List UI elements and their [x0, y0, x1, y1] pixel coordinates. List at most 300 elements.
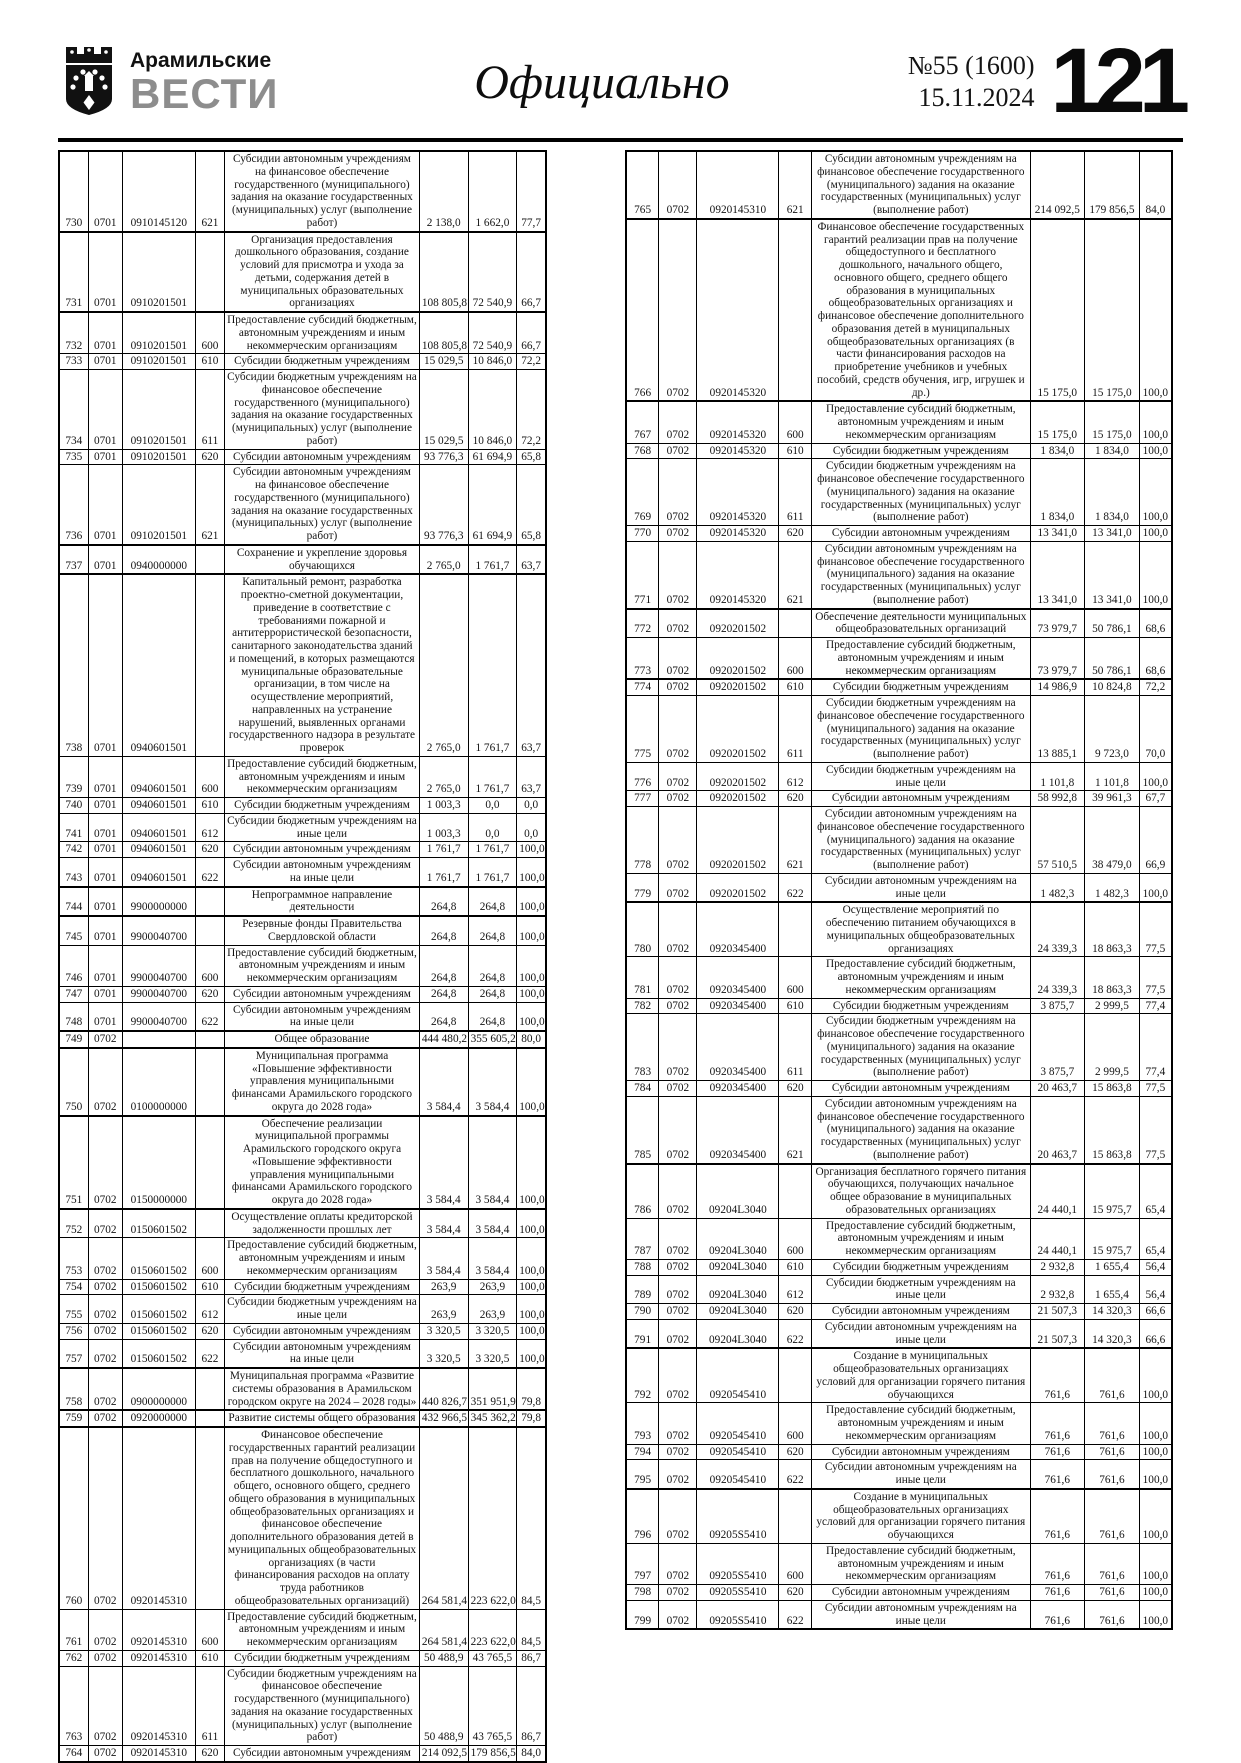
planned-amount: 264,8	[419, 986, 468, 1002]
section-code: 0702	[659, 638, 697, 680]
executed-amount: 14 320,3	[1085, 1319, 1140, 1348]
section-code: 0702	[88, 1666, 122, 1746]
row-number: 756	[59, 1323, 88, 1339]
planned-amount: 2 765,0	[419, 574, 468, 756]
percent-executed: 68,6	[1139, 638, 1172, 680]
planned-amount: 263,9	[419, 1279, 468, 1295]
planned-amount: 93 776,3	[419, 449, 468, 465]
kbk-code: 0920145320	[697, 401, 779, 443]
expense-name: Субсидии автономным учреждениям	[812, 526, 1030, 542]
expense-name: Субсидии бюджетным учреждениям	[812, 998, 1030, 1014]
table-row	[626, 762, 1172, 791]
table-row	[626, 526, 1172, 542]
percent-executed: 100,0	[1139, 443, 1172, 459]
expense-type-code	[779, 609, 812, 638]
table-row	[59, 945, 546, 986]
table-row	[626, 873, 1172, 902]
expense-type-code: 622	[779, 1319, 812, 1348]
planned-amount: 761,6	[1030, 1600, 1085, 1629]
kbk-code: 09204L3040	[697, 1259, 779, 1275]
planned-amount: 73 979,7	[1030, 638, 1085, 680]
expense-name: Субсидии автономным учреждениям на иные цели	[812, 1460, 1030, 1489]
table-row	[59, 1002, 546, 1031]
table-row	[626, 1600, 1172, 1629]
section-code: 0701	[88, 842, 122, 858]
planned-amount: 24 339,3	[1030, 957, 1085, 998]
percent-executed: 100,0	[1139, 1403, 1172, 1444]
percent-executed: 77,4	[1139, 1014, 1172, 1081]
row-number: 767	[626, 401, 659, 443]
expense-type-code	[195, 1209, 224, 1238]
section-code: 0702	[88, 1279, 122, 1295]
percent-executed: 100,0	[1139, 1348, 1172, 1403]
executed-amount: 13 341,0	[1085, 541, 1140, 608]
expense-type-code: 600	[195, 756, 224, 797]
expense-name: Организация бесплатного горячего питания обучающихся, получающих начальное общее образование в муниципальных образовательных организациях	[812, 1164, 1030, 1219]
executed-amount: 263,9	[468, 1295, 517, 1324]
row-number: 744	[59, 887, 88, 917]
row-number: 737	[59, 545, 88, 575]
section-code: 0701	[88, 756, 122, 797]
table-row	[626, 151, 1172, 219]
planned-amount: 2 765,0	[419, 545, 468, 575]
planned-amount: 24 440,1	[1030, 1218, 1085, 1259]
planned-amount: 2 932,8	[1030, 1259, 1085, 1275]
expense-name: Субсидии бюджетным учреждениям	[225, 354, 420, 370]
masthead	[58, 30, 1183, 133]
executed-amount: 264,8	[468, 1002, 517, 1031]
table-row	[626, 1403, 1172, 1444]
row-number: 787	[626, 1218, 659, 1259]
planned-amount: 3 584,4	[419, 1048, 468, 1116]
expense-type-code: 600	[195, 1238, 224, 1279]
expense-name: Развитие системы общего образования	[225, 1410, 420, 1427]
issue-block	[908, 50, 1035, 115]
expense-type-code: 610	[195, 798, 224, 814]
section-code: 0702	[659, 401, 697, 443]
row-number: 768	[626, 443, 659, 459]
planned-amount: 440 826,7	[419, 1368, 468, 1410]
expense-name: Сохранение и укрепление здоровья обучающихся	[225, 545, 420, 575]
kbk-code: 09205S5410	[697, 1543, 779, 1584]
executed-amount: 38 479,0	[1085, 807, 1140, 874]
table-row	[59, 1410, 546, 1427]
kbk-code: 0920145320	[697, 459, 779, 526]
executed-amount: 3 584,4	[468, 1209, 517, 1238]
planned-amount: 108 805,8	[419, 312, 468, 354]
planned-amount: 93 776,3	[419, 465, 468, 545]
expense-name: Субсидии автономным учреждениям на иные цели	[812, 1600, 1030, 1629]
kbk-code: 0920201502	[697, 873, 779, 902]
table-row	[59, 1427, 546, 1609]
section-code: 0702	[659, 1600, 697, 1629]
executed-amount: 761,6	[1085, 1460, 1140, 1489]
section-code: 0701	[88, 916, 122, 945]
kbk-code: 0940000000	[122, 545, 195, 575]
row-number: 773	[626, 638, 659, 680]
kbk-code: 0150601502	[122, 1238, 195, 1279]
kbk-code: 0920201502	[697, 807, 779, 874]
table-row	[59, 916, 546, 945]
expense-name: Осуществление оплаты кредиторской задолженности прошлых лет	[225, 1209, 420, 1238]
expense-type-code: 622	[779, 1460, 812, 1489]
kbk-code: 09205S5410	[697, 1585, 779, 1601]
row-number: 769	[626, 459, 659, 526]
kbk-code: 0150601502	[122, 1279, 195, 1295]
expense-name: Резервные фонды Правительства Свердловской области	[225, 916, 420, 945]
executed-amount: 761,6	[1085, 1600, 1140, 1629]
expense-type-code: 600	[779, 1403, 812, 1444]
row-number: 739	[59, 756, 88, 797]
row-number: 772	[626, 609, 659, 638]
percent-executed: 100,0	[517, 986, 546, 1002]
section-code: 0701	[88, 798, 122, 814]
row-number: 753	[59, 1238, 88, 1279]
percent-executed: 77,7	[517, 151, 546, 232]
executed-amount: 18 863,3	[1085, 902, 1140, 957]
table-row	[59, 887, 546, 917]
expense-name: Субсидии автономным учреждениям	[812, 1081, 1030, 1097]
executed-amount: 1 834,0	[1085, 443, 1140, 459]
expense-type-code: 600	[779, 638, 812, 680]
kbk-code: 09204L3040	[697, 1304, 779, 1320]
expense-type-code	[195, 232, 224, 313]
row-number: 745	[59, 916, 88, 945]
percent-executed: 65,4	[1139, 1218, 1172, 1259]
row-number: 741	[59, 813, 88, 842]
kbk-code: 0920145310	[122, 1666, 195, 1746]
planned-amount: 24 440,1	[1030, 1164, 1085, 1219]
percent-executed: 100,0	[517, 1048, 546, 1116]
section-code: 0701	[88, 232, 122, 313]
planned-amount: 15 175,0	[1030, 219, 1085, 402]
section-code: 0702	[659, 696, 697, 763]
table-row	[59, 1048, 546, 1116]
brand-name-bottom: ВЕСТИ	[130, 69, 279, 117]
expense-type-code: 610	[779, 998, 812, 1014]
kbk-code: 0920201502	[697, 696, 779, 763]
table-row	[59, 1368, 546, 1410]
expense-name: Субсидии автономным учреждениям	[225, 1323, 420, 1339]
section-code: 0701	[88, 813, 122, 842]
expense-type-code: 620	[195, 449, 224, 465]
planned-amount: 761,6	[1030, 1543, 1085, 1584]
expense-type-code	[195, 1410, 224, 1427]
percent-executed: 86,7	[517, 1650, 546, 1666]
executed-amount: 3 584,4	[468, 1238, 517, 1279]
section-code: 0702	[659, 541, 697, 608]
expense-type-code	[195, 1368, 224, 1410]
left-column	[58, 150, 547, 1763]
percent-executed: 77,5	[1139, 1096, 1172, 1163]
issue-date: 15.11.2024	[918, 83, 1035, 112]
row-number: 747	[59, 986, 88, 1002]
percent-executed: 66,9	[1139, 807, 1172, 874]
executed-amount: 72 540,9	[468, 232, 517, 313]
percent-executed: 84,5	[517, 1609, 546, 1650]
executed-amount: 223 622,0	[468, 1609, 517, 1650]
expense-name: Субсидии бюджетным учреждениям	[225, 1650, 420, 1666]
kbk-code: 0920345400	[697, 902, 779, 957]
expense-type-code	[195, 545, 224, 575]
expense-name: Предоставление субсидий бюджетным, автономным учреждениям и иным некоммерческим организациям	[225, 756, 420, 797]
expense-type-code	[779, 1164, 812, 1219]
table-row	[626, 1259, 1172, 1275]
expense-name: Субсидии автономным учреждениям на иные цели	[812, 873, 1030, 902]
planned-amount: 263,9	[419, 1295, 468, 1324]
table-row	[59, 312, 546, 354]
expense-type-code: 622	[195, 1339, 224, 1368]
expense-type-code: 620	[779, 1081, 812, 1097]
row-number: 752	[59, 1209, 88, 1238]
kbk-code: 0150601502	[122, 1295, 195, 1324]
executed-amount: 14 320,3	[1085, 1304, 1140, 1320]
percent-executed: 67,7	[1139, 791, 1172, 807]
executed-amount: 2 999,5	[1085, 1014, 1140, 1081]
row-number: 777	[626, 791, 659, 807]
expense-name: Финансовое обеспечение государственных гарантий реализации прав на получение общедоступного и бесплатного дошкольного, начального общего, основного общего, среднего общего образования в муниципальных общеобразовательных организациях и финансовое обеспечение дополнительного образования детей в муниципальных общеобразовательных организациях (в части финансирования расходов на оплату труда работников общеобразовательных организаций)	[225, 1427, 420, 1609]
expense-type-code: 600	[779, 1218, 812, 1259]
expense-name: Субсидии бюджетным учреждениям на иные цели	[812, 1275, 1030, 1304]
planned-amount: 1 482,3	[1030, 873, 1085, 902]
expense-type-code: 622	[779, 873, 812, 902]
section-code: 0701	[88, 986, 122, 1002]
table-row	[59, 449, 546, 465]
executed-amount: 10 846,0	[468, 354, 517, 370]
percent-executed: 65,4	[1139, 1164, 1172, 1219]
row-number: 784	[626, 1081, 659, 1097]
percent-executed: 100,0	[1139, 541, 1172, 608]
table-row	[59, 370, 546, 450]
executed-amount: 1 761,7	[468, 858, 517, 887]
kbk-code: 0920000000	[122, 1410, 195, 1427]
percent-executed: 63,7	[517, 545, 546, 575]
planned-amount: 761,6	[1030, 1348, 1085, 1403]
kbk-code: 0940601501	[122, 813, 195, 842]
executed-amount: 351 951,9	[468, 1368, 517, 1410]
percent-executed: 100,0	[517, 1279, 546, 1295]
kbk-code: 0910145120	[122, 151, 195, 232]
expense-name: Организация предоставления дошкольного образования, создание условий для присмотра и ухода за детьми, содержания детей в муниципальных образовательных организациях	[225, 232, 420, 313]
executed-amount: 3 320,5	[468, 1323, 517, 1339]
row-number: 731	[59, 232, 88, 313]
planned-amount: 761,6	[1030, 1585, 1085, 1601]
table-row	[59, 232, 546, 313]
executed-amount: 15 863,8	[1085, 1096, 1140, 1163]
expense-name: Субсидии автономным учреждениям	[225, 449, 420, 465]
expense-type-code: 620	[779, 791, 812, 807]
kbk-code: 0910201501	[122, 449, 195, 465]
table-row	[626, 541, 1172, 608]
row-number: 799	[626, 1600, 659, 1629]
planned-amount: 1 834,0	[1030, 459, 1085, 526]
table-row	[59, 1031, 546, 1048]
row-number: 732	[59, 312, 88, 354]
table-row	[626, 1585, 1172, 1601]
expense-type-code: 620	[195, 1746, 224, 1762]
expense-name: Обеспечение деятельности муниципальных общеобразовательных организаций	[812, 609, 1030, 638]
percent-executed: 100,0	[517, 1339, 546, 1368]
expense-name: Создание в муниципальных общеобразовательных организациях условий для организации горячего питания обучающихся	[812, 1489, 1030, 1544]
row-number: 736	[59, 465, 88, 545]
row-number: 765	[626, 151, 659, 219]
percent-executed: 100,0	[517, 858, 546, 887]
row-number: 782	[626, 998, 659, 1014]
row-number: 766	[626, 219, 659, 402]
row-number: 793	[626, 1403, 659, 1444]
planned-amount: 15 029,5	[419, 370, 468, 450]
kbk-code: 0920545410	[697, 1348, 779, 1403]
expense-name: Субсидии автономным учреждениям	[812, 1585, 1030, 1601]
expense-type-code: 622	[779, 1600, 812, 1629]
section-code: 0702	[659, 1444, 697, 1460]
kbk-code: 0910201501	[122, 312, 195, 354]
executed-amount: 15 175,0	[1085, 401, 1140, 443]
table-row	[59, 986, 546, 1002]
row-number: 783	[626, 1014, 659, 1081]
expense-name: Непрограммное направление деятельности	[225, 887, 420, 917]
percent-executed: 100,0	[1139, 401, 1172, 443]
table-row	[626, 1444, 1172, 1460]
executed-amount: 179 856,5	[1085, 151, 1140, 219]
percent-executed: 65,8	[517, 449, 546, 465]
table-row	[626, 638, 1172, 680]
section-code: 0702	[659, 902, 697, 957]
row-number: 776	[626, 762, 659, 791]
row-number: 755	[59, 1295, 88, 1324]
executed-amount: 761,6	[1085, 1403, 1140, 1444]
row-number: 738	[59, 574, 88, 756]
kbk-code: 09205S5410	[697, 1489, 779, 1544]
section-code: 0702	[659, 1403, 697, 1444]
expense-type-code: 621	[195, 151, 224, 232]
section-code: 0702	[659, 1218, 697, 1259]
expense-name: Предоставление субсидий бюджетным, автономным учреждениям и иным некоммерческим организациям	[225, 1238, 420, 1279]
brand-text	[130, 50, 278, 115]
percent-executed: 100,0	[1139, 1543, 1172, 1584]
expense-type-code: 611	[779, 696, 812, 763]
table-row	[59, 1609, 546, 1650]
percent-executed: 70,0	[1139, 696, 1172, 763]
percent-executed: 79,8	[517, 1410, 546, 1427]
percent-executed: 100,0	[1139, 1600, 1172, 1629]
expense-name: Осуществление мероприятий по обеспечению питанием обучающихся в муниципальных общеобразовательных организациях	[812, 902, 1030, 957]
kbk-code: 0920145320	[697, 219, 779, 402]
expense-type-code: 621	[779, 1096, 812, 1163]
expense-type-code: 620	[195, 986, 224, 1002]
kbk-code: 09204L3040	[697, 1218, 779, 1259]
executed-amount: 1 655,4	[1085, 1259, 1140, 1275]
executed-amount: 264,8	[468, 887, 517, 917]
expense-name: Субсидии автономным учреждениям	[812, 1444, 1030, 1460]
section-code: 0702	[88, 1339, 122, 1368]
row-number: 771	[626, 541, 659, 608]
section-code: 0701	[88, 945, 122, 986]
kbk-code: 0920545410	[697, 1444, 779, 1460]
executed-amount: 13 341,0	[1085, 526, 1140, 542]
budget-table-right	[625, 150, 1173, 1630]
percent-executed: 100,0	[1139, 526, 1172, 542]
expense-type-code: 612	[195, 813, 224, 842]
executed-amount: 264,8	[468, 916, 517, 945]
header-rule	[58, 138, 1183, 142]
planned-amount: 50 488,9	[419, 1666, 468, 1746]
section-code: 0701	[88, 545, 122, 575]
planned-amount: 24 339,3	[1030, 902, 1085, 957]
kbk-code: 0920145320	[697, 526, 779, 542]
expense-name: Субсидии автономным учреждениям на финансовое обеспечение государственного (муниципального) задания на оказание государственных (муниципальных) услуг (выполнение работ)	[812, 1096, 1030, 1163]
planned-amount: 13 885,1	[1030, 696, 1085, 763]
planned-amount: 57 510,5	[1030, 807, 1085, 874]
percent-executed: 80,0	[517, 1031, 546, 1048]
table-row	[626, 1164, 1172, 1219]
expense-type-code: 600	[779, 401, 812, 443]
section-code: 0701	[88, 312, 122, 354]
expense-name: Субсидии автономным учреждениям на финансовое обеспечение государственного (муниципального) задания на оказание государственных (муниципальных) услуг (выполнение работ)	[812, 151, 1030, 219]
planned-amount: 108 805,8	[419, 232, 468, 313]
executed-amount: 1 834,0	[1085, 459, 1140, 526]
planned-amount: 264,8	[419, 916, 468, 945]
percent-executed: 100,0	[517, 887, 546, 917]
section-code: 0702	[659, 526, 697, 542]
row-number: 750	[59, 1048, 88, 1116]
expense-type-code: 600	[195, 945, 224, 986]
section-code: 0702	[659, 1275, 697, 1304]
kbk-code: 0920201502	[697, 762, 779, 791]
executed-amount: 761,6	[1085, 1489, 1140, 1544]
expense-type-code: 621	[779, 151, 812, 219]
executed-amount: 1 482,3	[1085, 873, 1140, 902]
table-row	[626, 807, 1172, 874]
percent-executed: 0,0	[517, 813, 546, 842]
expense-name: Субсидии бюджетным учреждениям на финансовое обеспечение государственного (муниципального) задания на оказание государственных (муниципальных) услуг (выполнение работ)	[225, 1666, 420, 1746]
section-code: 0702	[659, 998, 697, 1014]
table-row	[59, 1238, 546, 1279]
section-code: 0702	[659, 1164, 697, 1219]
expense-type-code: 620	[779, 1444, 812, 1460]
expense-type-code	[779, 1348, 812, 1403]
expense-type-code: 611	[779, 1014, 812, 1081]
expense-name: Создание в муниципальных общеобразовательных организациях условий для организации горячего питания обучающихся	[812, 1348, 1030, 1403]
section-code: 0702	[88, 1609, 122, 1650]
row-number: 758	[59, 1368, 88, 1410]
section-code: 0702	[659, 151, 697, 219]
row-number: 789	[626, 1275, 659, 1304]
kbk-code: 9900040700	[122, 986, 195, 1002]
section-code: 0702	[88, 1116, 122, 1209]
row-number: 790	[626, 1304, 659, 1320]
expense-name: Предоставление субсидий бюджетным, автономным учреждениям и иным некоммерческим организациям	[225, 945, 420, 986]
section-code: 0701	[88, 370, 122, 450]
percent-executed: 100,0	[1139, 459, 1172, 526]
executed-amount: 9 723,0	[1085, 696, 1140, 763]
expense-type-code: 610	[195, 1650, 224, 1666]
planned-amount: 264 581,4	[419, 1427, 468, 1609]
row-number: 734	[59, 370, 88, 450]
expense-name: Субсидии бюджетным учреждениям	[812, 1259, 1030, 1275]
planned-amount: 1 003,3	[419, 813, 468, 842]
expense-type-code: 612	[195, 1295, 224, 1324]
row-number: 746	[59, 945, 88, 986]
table-row	[59, 813, 546, 842]
table-row	[626, 1489, 1172, 1544]
table-row	[59, 798, 546, 814]
executed-amount: 0,0	[468, 813, 517, 842]
table-row	[626, 1304, 1172, 1320]
planned-amount: 21 507,3	[1030, 1319, 1085, 1348]
planned-amount: 3 584,4	[419, 1238, 468, 1279]
expense-type-code	[195, 1048, 224, 1116]
